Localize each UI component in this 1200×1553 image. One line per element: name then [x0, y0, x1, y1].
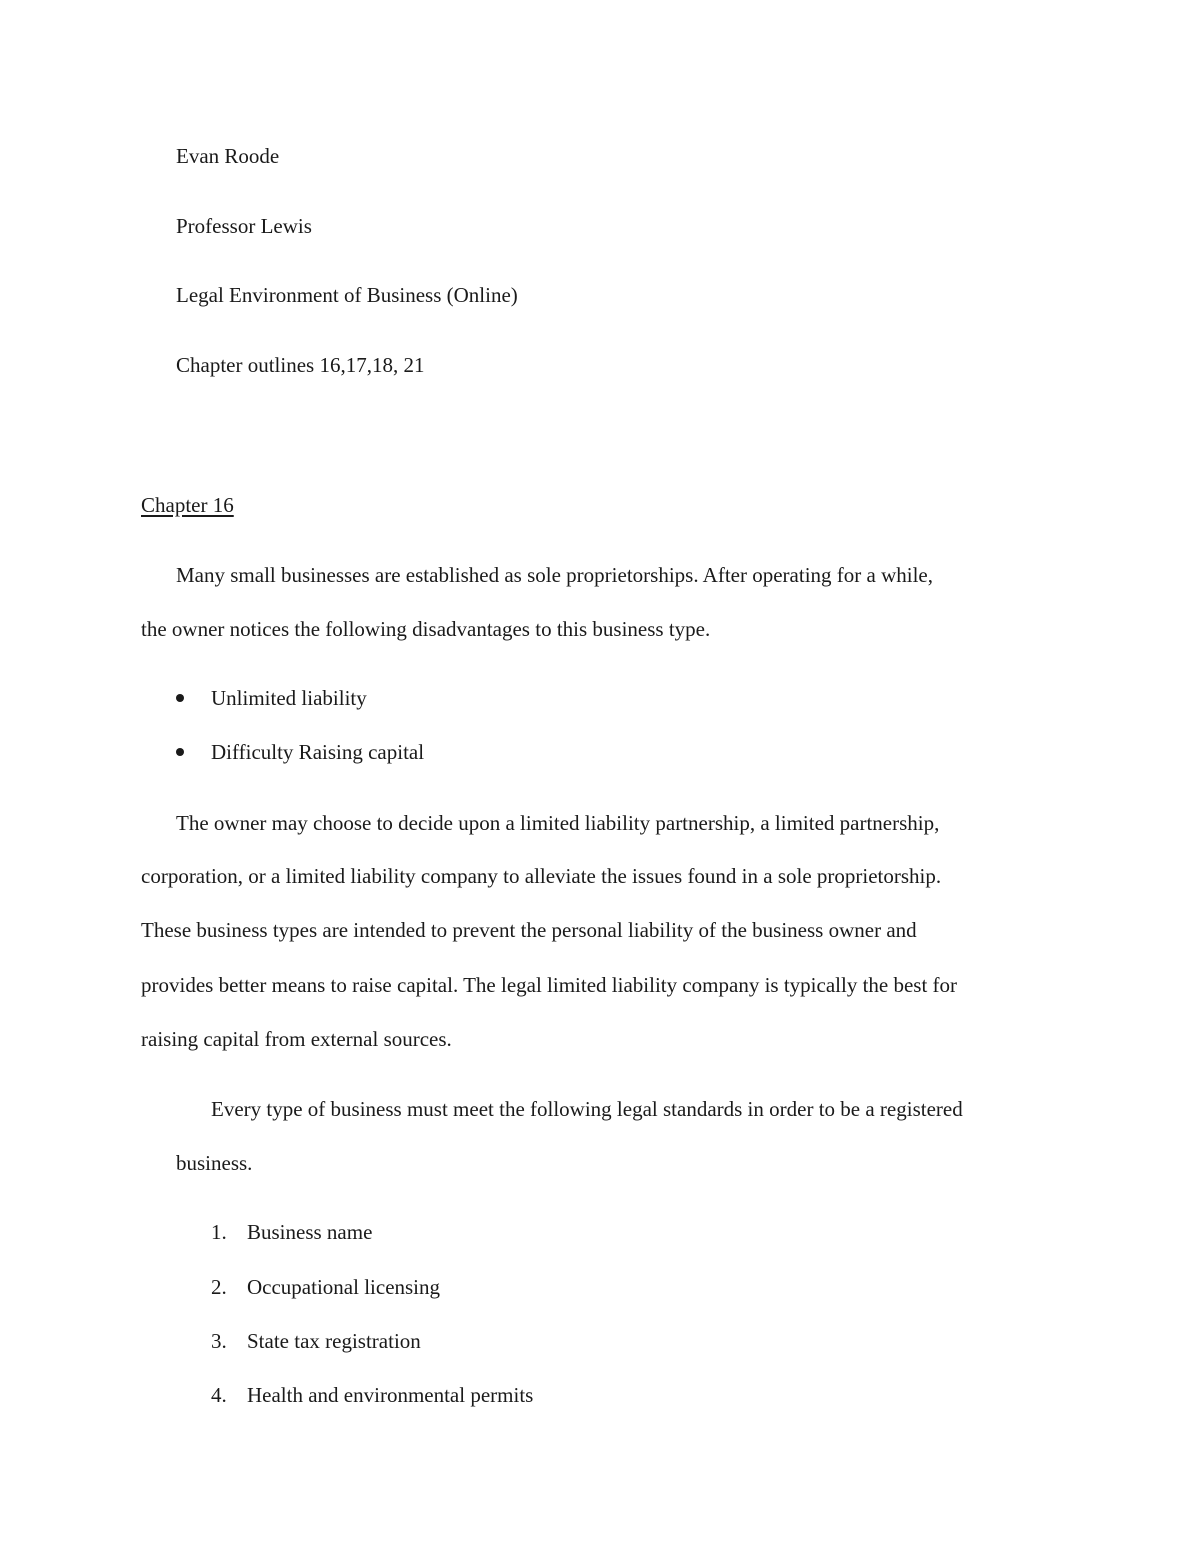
list-item-text: State tax registration — [247, 1329, 421, 1353]
assignment-title: Chapter outlines 16,17,18, 21 — [176, 353, 425, 377]
paragraph-line: These business types are intended to prevent the personal liability of the business owner and — [141, 918, 917, 942]
paragraph-line: the owner notices the following disadvantages to this business type. — [141, 617, 711, 641]
list-item-text: Occupational licensing — [247, 1275, 441, 1299]
list-item-text: Business name — [247, 1220, 373, 1244]
list-item-text: Difficulty Raising capital — [211, 740, 425, 764]
paragraph-line: The owner may choose to decide upon a limited liability partnership, a limited partnership, — [176, 811, 940, 835]
list-number: 1. — [211, 1220, 227, 1244]
list-number: 4. — [211, 1383, 227, 1407]
list-number: 2. — [211, 1275, 227, 1299]
paragraph-line: corporation, or a limited liability company to alleviate the issues found in a sole proprietorship. — [141, 864, 942, 888]
chapter-heading: Chapter 16 — [141, 493, 234, 517]
course-title: Legal Environment of Business (Online) — [176, 283, 518, 307]
author-name: Evan Roode — [176, 144, 280, 168]
list-number: 3. — [211, 1329, 227, 1353]
paragraph-line: raising capital from external sources. — [141, 1027, 452, 1051]
bullet-icon — [176, 748, 184, 756]
professor-name: Professor Lewis — [176, 214, 312, 238]
list-item-text: Health and environmental permits — [247, 1383, 534, 1407]
paragraph-line: Many small businesses are established as sole proprietorships. After operating for a while, — [176, 563, 933, 587]
list-item-text: Unlimited liability — [211, 686, 367, 710]
bullet-icon — [176, 694, 184, 702]
paragraph-line: provides better means to raise capital. The legal limited liability company is typically the best for — [141, 973, 958, 997]
paragraph-line: business. — [176, 1151, 253, 1175]
paragraph-line: Every type of business must meet the following legal standards in order to be a registered — [211, 1097, 963, 1121]
